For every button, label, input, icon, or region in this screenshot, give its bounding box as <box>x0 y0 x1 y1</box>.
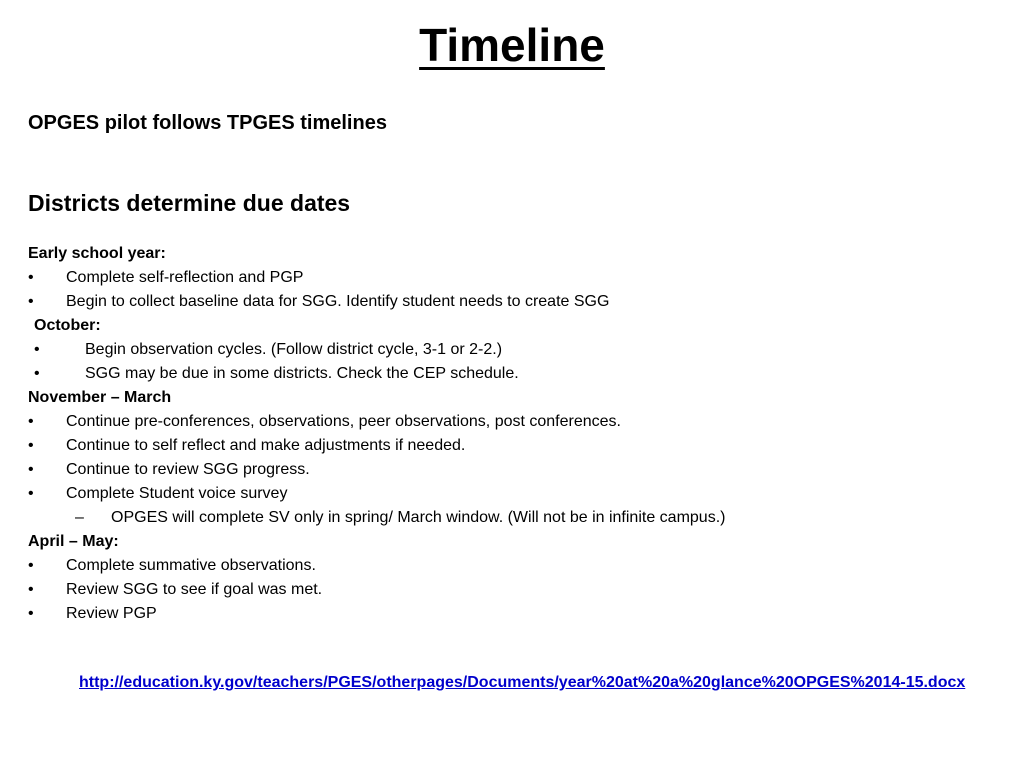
bullet-icon: • <box>28 581 34 598</box>
slide-title: Timeline <box>419 19 605 71</box>
bullet-icon: • <box>28 605 34 622</box>
list-item: • Begin observation cycles. (Follow district cycle, 3-1 or 2-2.) <box>28 338 1008 362</box>
list-item: • Complete Student voice survey <box>28 482 1008 506</box>
bullet-icon: • <box>28 485 34 502</box>
sub-list-item: – OPGES will complete SV only in spring/ March window. (Will not be in infinite campus.) <box>28 506 1008 530</box>
list-item: • Continue pre-conferences, observations, peer observations, post conferences. <box>28 410 1008 434</box>
timeline-body <box>28 242 1008 626</box>
resource-link-container <box>79 674 999 692</box>
due-dates-subheading: Districts determine due dates <box>28 190 351 216</box>
bullet-icon: • <box>34 341 40 358</box>
list-item: • Complete summative observations. <box>28 554 1008 578</box>
bullet-icon: • <box>28 413 34 430</box>
list-item: • Review PGP <box>28 602 1008 626</box>
list-item: • Review SGG to see if goal was met. <box>28 578 1008 602</box>
list-item: • SGG may be due in some districts. Check the CEP schedule. <box>28 362 1008 386</box>
list-item: • Continue to review SGG progress. <box>28 458 1008 482</box>
dash-icon: – <box>75 509 84 526</box>
bullet-icon: • <box>28 437 34 454</box>
bullet-icon: • <box>28 461 34 478</box>
list-item: • Begin to collect baseline data for SGG. Identify student needs to create SGG <box>28 290 1008 314</box>
pilot-subheading: OPGES pilot follows TPGES timelines <box>28 112 387 134</box>
list-item: • Complete self-reflection and PGP <box>28 266 1008 290</box>
april-may-heading: April – May: <box>28 533 119 550</box>
bullet-icon: • <box>28 269 34 286</box>
list-item: • Continue to self reflect and make adjustments if needed. <box>28 434 1008 458</box>
bullet-icon: • <box>28 293 34 310</box>
year-at-a-glance-link[interactable]: http://education.ky.gov/teachers/PGES/otherpages/Documents/year%20at%20a%20glance%20OPGES%2014-15.docx <box>79 674 966 691</box>
early-school-year-heading: Early school year: <box>28 245 166 262</box>
bullet-icon: • <box>34 365 40 382</box>
october-heading: October: <box>34 317 101 334</box>
november-march-heading: November – March <box>28 389 172 406</box>
bullet-icon: • <box>28 557 34 574</box>
